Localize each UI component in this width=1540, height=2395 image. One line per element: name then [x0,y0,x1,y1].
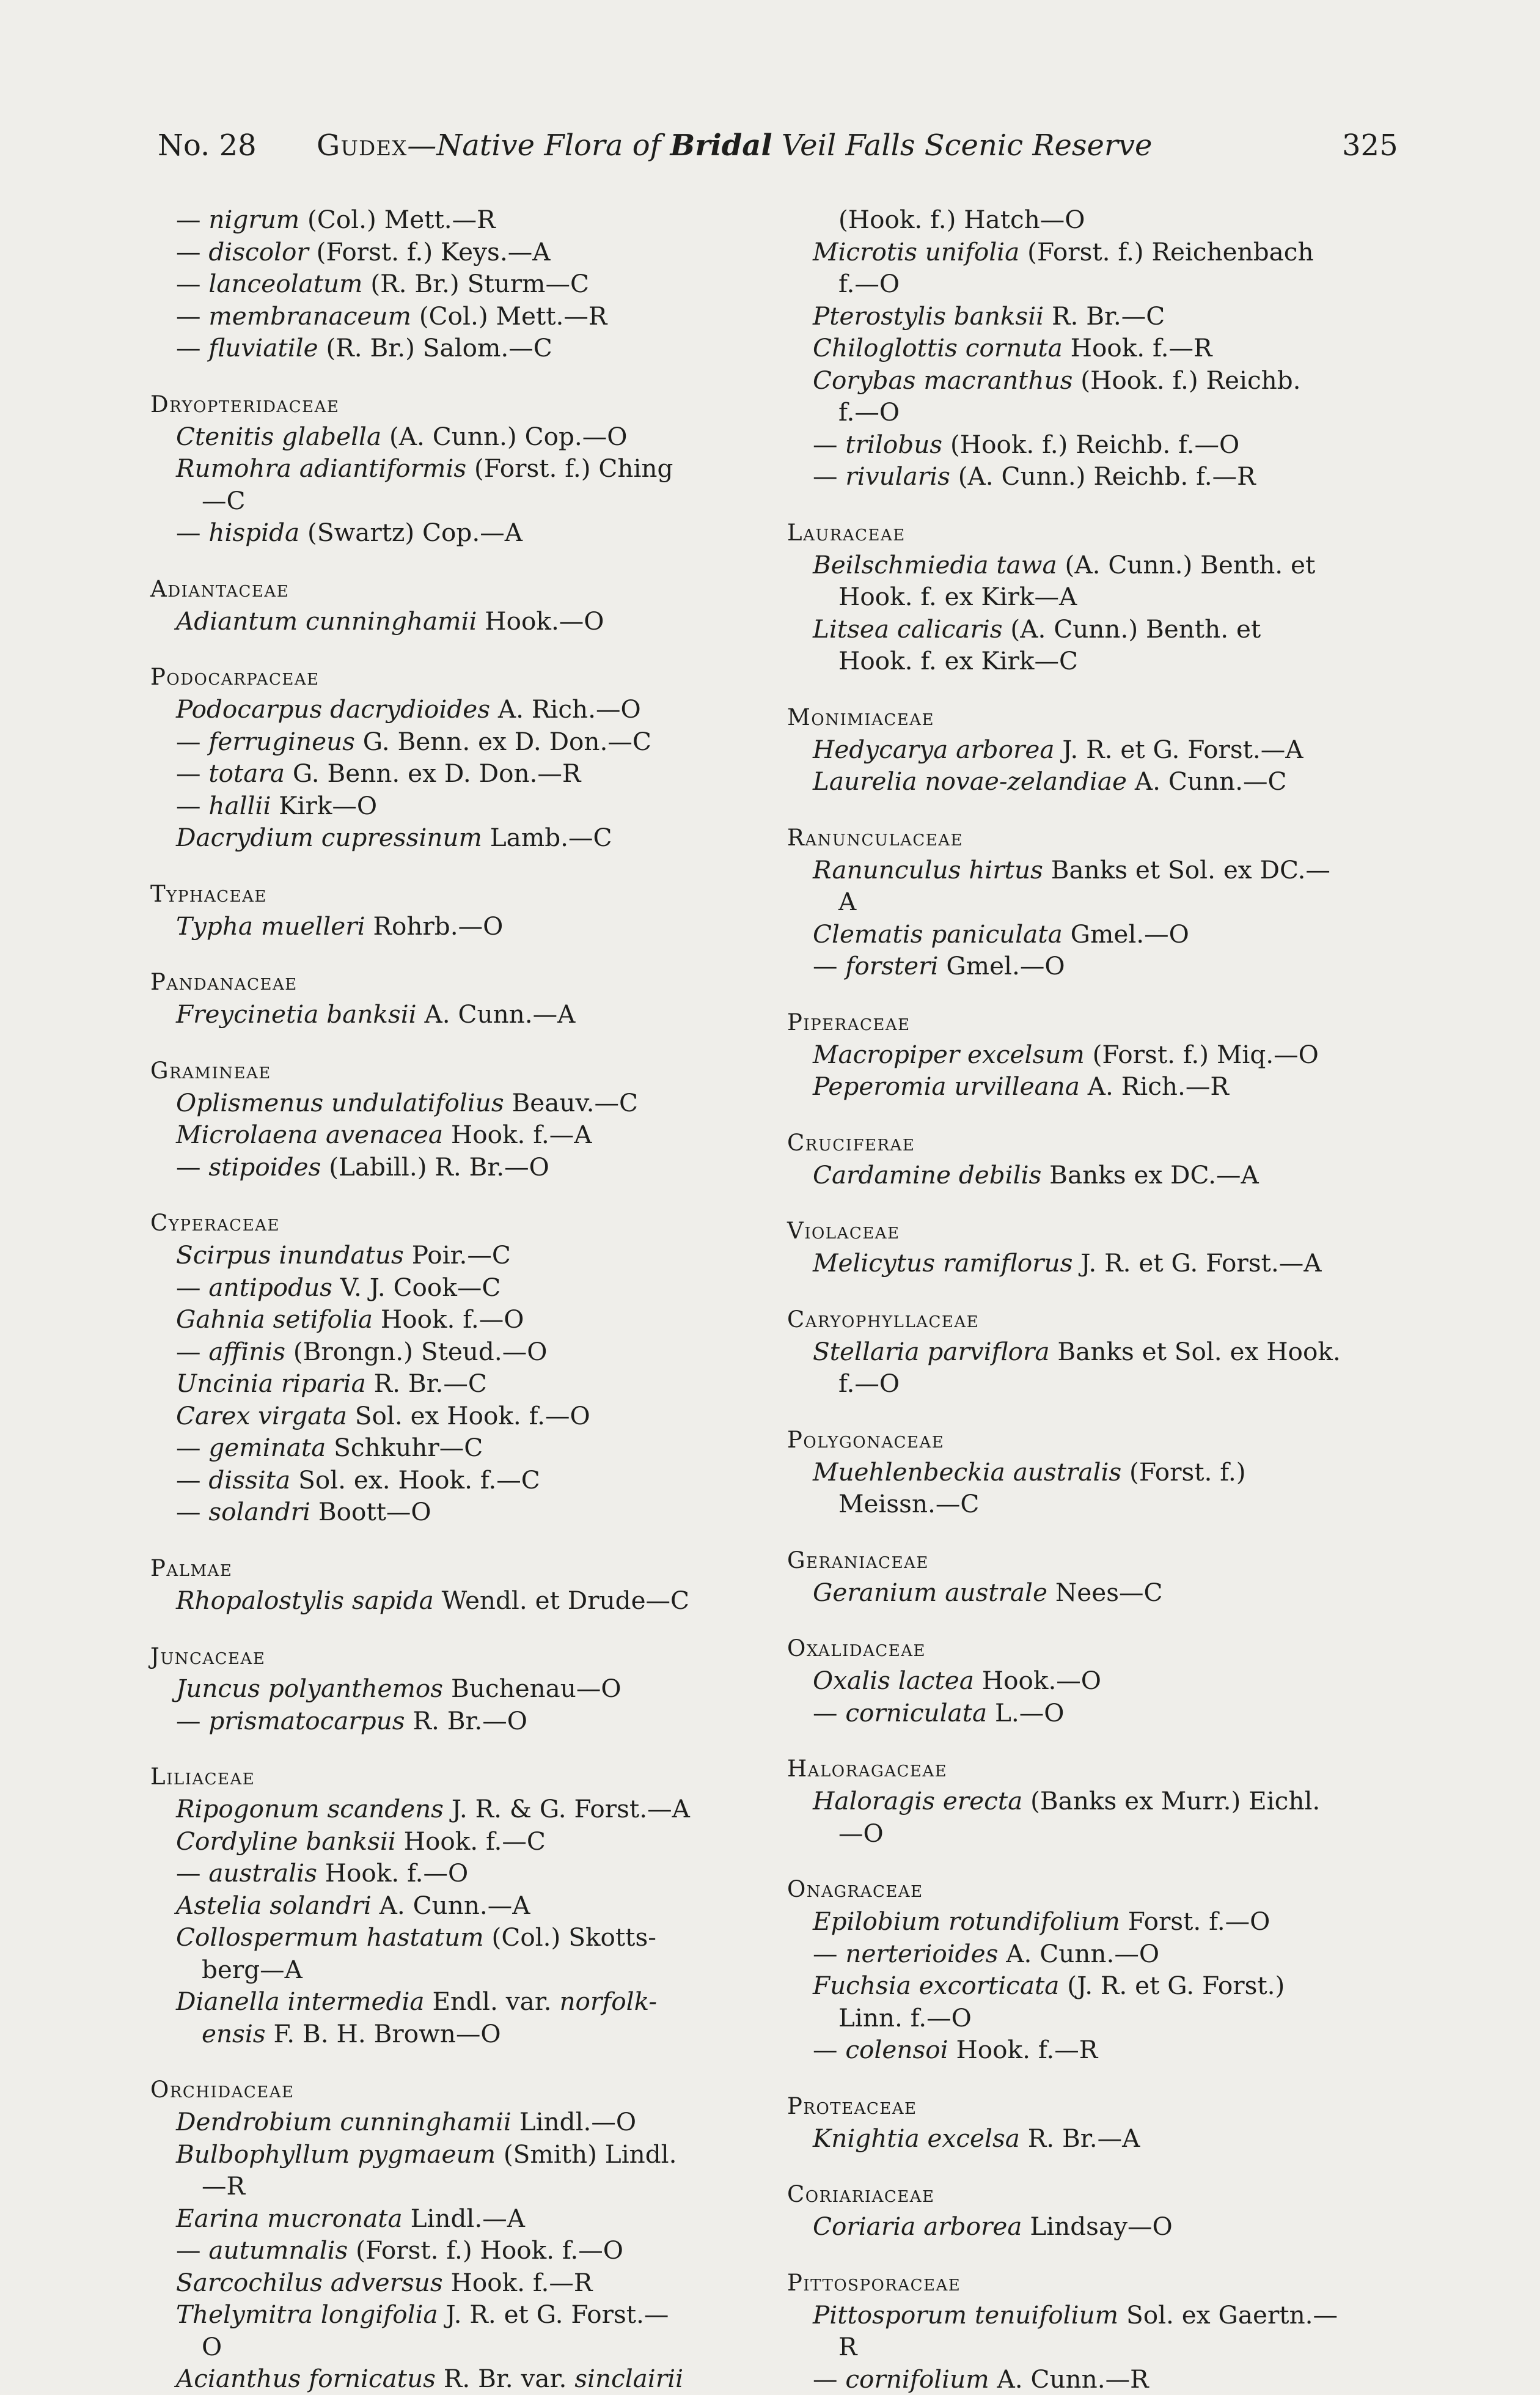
species-entry [813,854,1424,886]
authority: (A. Cunn.) Benth. et [1057,550,1316,579]
species-name: australis [208,1858,317,1888]
species-name: Carex virgata [176,1401,347,1430]
species-entry [176,2298,787,2331]
authority: Gmel.—O [938,951,1065,980]
authority: J. R. & G. Forst.—A [444,1794,690,1823]
authority: R. Br. var. [436,2364,574,2393]
right-column [813,204,1424,2395]
authority: (A. Cunn.) Reichb. f.—R [950,462,1256,491]
species-name: Macropiper excelsum [813,1040,1085,1069]
family-heading: Proteaceae [787,2091,1424,2122]
authority: (Forst. f.) Keys.—A [309,237,551,267]
species-entry [813,2331,1424,2363]
authority: Beauv.—C [504,1088,638,1117]
species-name: Hedycarya arborea [813,735,1054,764]
species-name: Fuchsia excorticata [813,1971,1059,2000]
authority: Schkuhr—C [326,1433,483,1462]
species-name: Muehlenbeckia australis [813,1457,1121,1487]
species-name: Peperomia urvilleana [813,1072,1080,1101]
authority: (Hook. f.) Reichb. f.—O [942,430,1239,459]
species-entry: — stipoides (Labill.) R. Br.—O [176,1151,787,1183]
family-heading: Oxalidaceae [787,1633,1424,1665]
species-entry: — discolor (Forst. f.) Keys.—A [176,236,787,268]
authority: V. J. Cook—C [332,1273,501,1302]
species-name: Uncinia riparia [176,1369,366,1398]
species-name: trilobus [845,430,942,459]
authority: A. Rich.—O [490,694,641,724]
species-entry [813,1336,1424,1368]
authority: Sol. ex. Hook. f.—C [290,1465,540,1495]
family-heading: Podocarpaceae [150,661,787,693]
authority: Sol. ex Gaertn.— [1118,2300,1338,2330]
authority: Meissn.—C [838,1489,979,1518]
family-heading: Palmae [150,1553,787,1584]
family-heading: Ranunculaceae [787,822,1424,854]
species-name: geminata [208,1433,326,1462]
species-entry [813,364,1424,397]
authority: Kirk—O [271,791,377,820]
authority: (Hook. f.) Reichb. [1072,366,1300,395]
authority: Hook. f.—R [948,2035,1098,2064]
species-name: membranaceum [208,301,411,331]
species-entry [813,1456,1424,1488]
species-entry [176,910,787,943]
family-heading: Typhaceae [150,878,787,910]
species-entry: — fluviatile (R. Br.) Salom.—C [176,332,787,364]
species-name: Geranium australe [813,1578,1047,1607]
authority: Buchenau—O [443,1674,621,1703]
species-entry [176,1985,787,2018]
authority: —R [202,2171,245,2201]
species-entry [176,485,787,517]
species-entry: — australis Hook. f.—O [176,1857,787,1889]
family-heading: Adiantaceae [150,573,787,605]
species-entry [176,2363,787,2395]
species-entry: — hallii Kirk—O [176,790,787,822]
authority: (Labill.) R. Br.—O [321,1152,549,1182]
species-entry [813,1970,1424,2002]
species-entry [176,1672,787,1705]
authority: J. R. et G. Forst.—A [1072,1248,1321,1278]
authority: Linn. f.—O [838,2003,972,2033]
species-entry [813,1488,1424,1520]
species-name: Dendrobium cunninghamii [176,2107,512,2136]
species-name: Clematis paniculata [813,919,1063,949]
species-entry [176,1367,787,1400]
species-name: Cordyline banksii [176,1827,396,1856]
species-entry [176,2018,787,2050]
species-name: Pittosporum tenuifolium [813,2300,1118,2330]
authority: Rohrb.—O [365,911,504,941]
authority: Lindsay—O [1022,2212,1172,2241]
authority: Banks ex DC.—A [1041,1160,1258,1190]
authority: f.—O [838,269,900,298]
species-entry: — lanceolatum (R. Br.) Sturm—C [176,268,787,300]
species-name: Haloragis erecta [813,1786,1022,1816]
species-entry [176,2202,787,2235]
species-name: Collospermum hastatum [176,1922,484,1952]
authority: R [838,2332,857,2361]
authority: Hook. f. ex Kirk—A [838,582,1077,611]
species-entry: — prismatocarpus R. Br.—O [176,1705,787,1737]
authority: A [838,887,856,916]
species-entry: — autumnalis (Forst. f.) Hook. f.—O [176,2234,787,2267]
family-heading: Cruciferae [787,1127,1424,1159]
species-name: Ctenitis glabella [176,422,381,451]
species-entry [813,549,1424,581]
authority: (A. Cunn.) Benth. et [1003,614,1261,644]
authority: (Col.) Mett.—R [411,301,607,331]
species-entry [176,605,787,638]
species-name: Ripogonum scandens [176,1794,444,1823]
authority: (R. Br.) Sturm—C [362,269,589,298]
authority: (Brongn.) Steud.—O [285,1337,547,1366]
authority: (A. Cunn.) Cop.—O [381,422,627,451]
authority: A. Cunn.—A [372,1891,530,1920]
species-entry [176,998,787,1031]
authority: berg—A [202,1955,302,1984]
species-name: prismatocarpus [208,1706,405,1735]
species-entry [813,332,1424,364]
species-name: Melicytus ramiflorus [813,1248,1072,1278]
species-entry: — forsteri Gmel.—O [813,950,1424,982]
authority: A. Cunn.—R [989,2364,1149,2394]
authority: R. Br.—C [366,1369,487,1398]
species-entry: — cornifolium A. Cunn.—R [813,2363,1424,2395]
species-name: ensis [202,2019,266,2048]
species-name: Microlaena avenacea [176,1120,443,1149]
family-heading: Piperaceae [787,1007,1424,1039]
authority: Sol. ex Hook. f.—O [347,1401,590,1430]
species-name: Bulbophyllum pygmaeum [176,2139,496,2169]
authority: A. Cunn.—A [417,999,576,1029]
species-name: Adiantum cunninghamii [176,606,477,636]
authority: (Forst. f.) Miq.—O [1085,1040,1319,1069]
species-entry: — dissita Sol. ex. Hook. f.—C [176,1464,787,1496]
species-entry [813,204,1424,236]
authority: A. Rich.—R [1080,1072,1229,1101]
species-name: Astelia solandri [176,1891,372,1920]
species-entry: — nigrum (Col.) Mett.—R [176,204,787,236]
family-heading: Monimiaceae [787,702,1424,734]
species-entry [813,581,1424,613]
issue-number: No. 28 [158,127,257,164]
authority: Wendl. et Drude—C [434,1586,689,1615]
species-name: Dacrydium cupressinum [176,823,482,852]
species-name: ferrugineus [208,727,355,756]
species-entry [176,822,787,854]
species-name: discolor [208,237,308,267]
title-part-1: —Native Flora of [407,128,670,163]
species-entry [813,268,1424,300]
species-name: Chiloglottis cornuta [813,333,1063,362]
title-part-2: Veil Falls Scenic Reserve [772,128,1153,163]
species-name: cornifolium [845,2364,989,2394]
authority: (Forst. f.) Ching [466,454,673,483]
species-entry [813,300,1424,333]
author-name: Gudex [317,128,407,163]
authority: (Forst. f.) Hook. f.—O [348,2235,623,2265]
species-entry: — nerterioides A. Cunn.—O [813,1938,1424,1970]
species-entry [176,1239,787,1271]
family-heading: Juncaceae [150,1641,787,1672]
species-entry [176,693,787,726]
authority: Hook.—O [974,1666,1101,1695]
authority: J. R. et G. Forst.— [438,2300,669,2329]
species-name: Microtis unifolia [813,237,1019,267]
authority: Gmel.—O [1063,919,1189,949]
authority: F. B. H. Brown—O [266,2019,501,2048]
authority: Lindl.—A [403,2204,525,2233]
species-entry: — colensoi Hook. f.—R [813,2034,1424,2066]
authority: (Col.) Skotts- [484,1922,656,1952]
species-name: Laurelia novae-zelandiae [813,767,1127,796]
species-name: Stellaria parviflora [813,1337,1050,1366]
authority: O [202,2332,222,2361]
species-entry [813,1247,1424,1279]
species-entry [176,1954,787,1986]
species-entry [813,236,1424,268]
species-entry [813,613,1424,646]
species-name: forsteri [845,951,938,980]
species-entry [813,1367,1424,1400]
species-entry [813,1905,1424,1938]
species-entry [176,2331,787,2363]
authority: Lamb.—C [482,823,612,852]
species-entry [176,2170,787,2202]
species-name: Coriaria arborea [813,2212,1022,2241]
species-name: Rhopalostylis sapida [176,1586,434,1615]
species-name: totara [208,759,285,788]
species-name: affinis [208,1337,285,1366]
authority: Hook. f.—O [317,1858,468,1888]
authority: Hook. f.—O [373,1304,524,1334]
species-name: Oplismenus undulatifolius [176,1088,504,1117]
authority: Hook. f.—R [1063,333,1212,362]
family-heading: Pittosporaceae [787,2267,1424,2299]
species-name: Podocarpus dacrydioides [176,694,490,724]
running-title [317,127,1152,164]
species-entry: — rivularis (A. Cunn.) Reichb. f.—R [813,460,1424,493]
species-name: Oxalis lactea [813,1666,974,1695]
species-entry [813,645,1424,677]
family-heading: Caryophyllaceae [787,1304,1424,1336]
family-heading: Violaceae [787,1215,1424,1247]
species-name: Beilschmiedia tawa [813,550,1057,579]
authority: (R. Br.) Salom.—C [318,333,552,362]
species-entry [176,1303,787,1336]
family-heading: Dryopteridaceae [150,389,787,421]
species-name: Epilobium rotundifolium [813,1907,1120,1936]
species-name: nerterioides [845,1939,998,1968]
authority: R. Br.—C [1044,301,1165,331]
species-entry [813,2002,1424,2034]
species-entry [813,1665,1424,1697]
authority: Endl. var. [425,1987,560,2016]
species-name: rivularis [845,462,950,491]
authority: Nees—C [1047,1578,1163,1607]
species-entry [176,2138,787,2171]
species-entry: — affinis (Brongn.) Steud.—O [176,1336,787,1368]
species-name: Earina mucronata [176,2204,403,2233]
species-name: Typha muelleri [176,911,365,941]
species-entry [176,1889,787,1922]
species-entry: — trilobus (Hook. f.) Reichb. f.—O [813,429,1424,461]
species-entry [813,1576,1424,1609]
species-entry: — ferrugineus G. Benn. ex D. Don.—C [176,726,787,758]
page-number: 325 [1342,127,1398,164]
species-name: Cardamine debilis [813,1160,1041,1190]
species-entry: — solandri Boott—O [176,1496,787,1528]
authority: R. Br.—A [1020,2124,1140,2153]
authority: Hook. f.—R [443,2268,593,2297]
species-entry: — corniculata L.—O [813,1697,1424,1729]
authority: Hook. f. ex Kirk—C [838,646,1078,675]
species-entry [176,1793,787,1825]
species-name: Scirpus inundatus [176,1240,404,1270]
species-entry [176,1921,787,1954]
species-entry [813,396,1424,429]
species-entry [813,1070,1424,1103]
authority: A. Cunn.—C [1127,767,1286,796]
species-entry [176,1087,787,1119]
species-entry [813,2210,1424,2243]
species-entry [176,421,787,453]
species-entry [176,1584,787,1617]
family-heading: Cyperaceae [150,1207,787,1239]
species-name: colensoi [845,2035,948,2064]
species-entry [813,2299,1424,2331]
variety-epithet: norfolk- [559,1987,657,2016]
species-name: Thelymitra longifolia [176,2300,438,2329]
authority: (Swartz) Cop.—A [299,518,522,547]
species-name: Dianella intermedia [176,1987,425,2016]
species-entry [813,1785,1424,1817]
species-name: antipodus [208,1273,332,1302]
species-entry [813,1159,1424,1191]
authority: Forst. f.—O [1120,1907,1270,1936]
family-heading: Haloragaceae [787,1753,1424,1785]
species-entry [813,734,1424,766]
authority: f.—O [838,1369,900,1398]
species-name: dissita [208,1465,290,1495]
species-entry [176,2106,787,2138]
species-name: Pterostylis banksii [813,301,1044,331]
species-entry [176,1400,787,1432]
authority: Hook. f.—C [396,1827,546,1856]
family-heading: Coriariaceae [787,2179,1424,2210]
authority: L.—O [987,1698,1064,1727]
authority: Hook. f.—A [443,1120,592,1149]
species-name: Litsea calicaris [813,614,1003,644]
authority: (J. R. et G. Forst.) [1059,1971,1285,2000]
species-name: Knightia excelsa [813,2124,1020,2153]
species-name: Acianthus fornicatus [176,2364,436,2393]
title-bold: Bridal [670,128,772,163]
species-entry [813,2122,1424,2155]
species-entry: — geminata Schkuhr—C [176,1432,787,1464]
family-heading: Lauraceae [787,517,1424,549]
species-entry [176,452,787,485]
species-name: Rumohra adiantiformis [176,454,466,483]
family-heading: Gramineae [150,1055,787,1087]
species-entry: — membranaceum (Col.) Mett.—R [176,300,787,333]
species-name: hispida [208,518,299,547]
authority: (Banks ex Murr.) Eichl. [1022,1786,1320,1816]
species-name: lanceolatum [208,269,362,298]
species-entry [176,1825,787,1858]
authority: f.—O [838,397,900,427]
species-entry [813,1817,1424,1850]
species-name: Juncus polyanthemos [176,1674,443,1703]
species-name: Gahnia setifolia [176,1304,373,1334]
species-entry: — totara G. Benn. ex D. Don.—R [176,757,787,790]
authority: (Col.) Mett.—R [299,205,495,234]
species-entry [813,886,1424,918]
authority: —C [202,486,246,515]
species-name: nigrum [208,205,299,234]
authority: Banks et Sol. ex DC.— [1043,855,1330,885]
authority: R. Br.—O [405,1706,527,1735]
species-name: hallii [208,791,271,820]
authority: Hook.—O [477,606,604,636]
species-entry [813,918,1424,951]
authority: Lindl.—O [512,2107,636,2136]
species-name: fluviatile [208,333,318,362]
family-heading: Pandanaceae [150,966,787,998]
authority: (Forst. f.) Reichenbach [1019,237,1313,267]
family-heading: Onagraceae [787,1874,1424,1905]
variety-epithet: sinclairii [574,2364,683,2393]
species-name: Sarcochilus adversus [176,2268,443,2297]
authority: (Smith) Lindl. [496,2139,677,2169]
authority: —O [838,1819,884,1848]
authority: (Hook. f.) Hatch—O [838,205,1085,234]
family-heading: Polygonaceae [787,1424,1424,1456]
authority: Poir.—C [404,1240,511,1270]
authority: (Forst. f.) [1121,1457,1245,1487]
species-name: stipoides [208,1152,321,1182]
species-entry: — antipodus V. J. Cook—C [176,1271,787,1304]
family-heading: Liliaceae [150,1761,787,1793]
species-entry: — hispida (Swartz) Cop.—A [176,517,787,549]
family-heading: Orchidaceae [150,2074,787,2106]
authority: J. R. et G. Forst.—A [1054,735,1303,764]
species-entry [176,1119,787,1151]
species-name: corniculata [845,1698,987,1727]
left-column [176,204,787,2395]
species-name: autumnalis [208,2235,348,2265]
species-name: solandri [208,1497,310,1526]
authority: G. Benn. ex D. Don.—C [355,727,651,756]
family-heading: Geraniaceae [787,1545,1424,1576]
species-name: Freycinetia banksii [176,999,417,1029]
authority: A. Cunn.—O [998,1939,1159,1968]
species-name: Ranunculus hirtus [813,855,1043,885]
species-entry [813,1039,1424,1071]
authority: Banks et Sol. ex Hook. [1050,1337,1341,1366]
species-entry [813,765,1424,798]
authority: Boott—O [310,1497,431,1526]
species-name: Corybas macranthus [813,366,1072,395]
authority: G. Benn. ex D. Don.—R [285,759,581,788]
species-entry [176,2267,787,2299]
